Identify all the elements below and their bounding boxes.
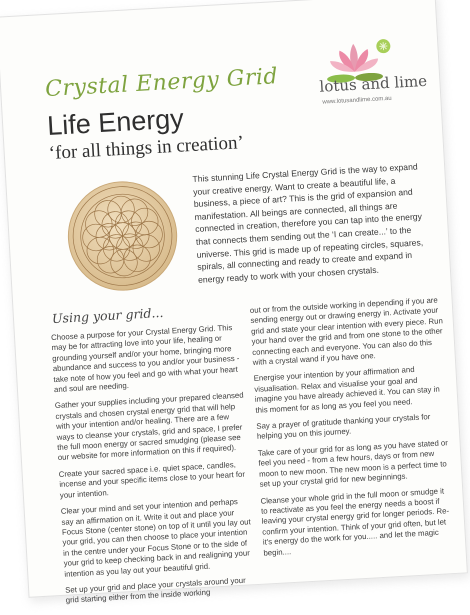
instruction-paragraph: Say a prayer of gratitude thanking your crystals for helping you on this journey. (256, 412, 431, 442)
instruction-paragraph: Choose a purpose for your Crystal Energy Grid. This may be for attracting love into your life, healing or grounding yourself and/or your home, bringing more abundance and success to you and/or your business - take note of how you feel and go with what your heart and soul are needing. (50, 323, 240, 395)
instructions-left-column (51, 323, 256, 613)
instructions-right-column (250, 295, 456, 564)
grid-disc-image (62, 176, 182, 296)
instruction-paragraph: Create your sacred space i.e. quiet space, candles, incense and your specific items close to your heart for your intention. (58, 459, 246, 500)
instructions-heading: Using your grid... (51, 304, 164, 327)
intro-paragraph: This stunning Life Crystal Energy Grid is the way to expand your creative energy. Want to create a beautiful life, a business, a piece of art? This is the grid of expansion and manifestation. All beings are connected, all things are connected in creation, therefore you can tap into the energy that connects them sending out the ‘I can create...’ to the universe. This grid is made up of repeating circles, squares, spirals, all connecting and ready to create and expand in energy ready to work with your chosen crystals. (192, 161, 424, 285)
series-title: Crystal Energy Grid (44, 64, 279, 103)
instruction-paragraph: out or from the outside working in depending if you are sending energy out or drawing energy in. Activate your grid and state your clear intention with every piece. Run your hand over the grid and from one stone to the other connecting each and everyone. You can also do this with a crystal wand if you have one. (249, 295, 444, 367)
brand-name: lotus and lime (319, 71, 428, 96)
instruction-paragraph: Take care of your grid for as long as you have stated or feel you need - from a few hours, days or from new moon to new moon. The new moon is a perfect time to set up your crystal grid for new beginnings. (257, 438, 449, 489)
page-title: Life Energy (46, 103, 185, 142)
instruction-paragraph: Set up your grid and place your crystals around your grid starting either from the inside working (64, 575, 246, 606)
instruction-paragraph: Energise your intention by your affirmation and visualisation. Relax and visualise your goal and imagine you have already achieved it. You can stay in this moment for as long as you feel you need. (253, 365, 440, 415)
instruction-paragraph: Gather your supplies including your prepared cleansed crystals and chosen crystal energy grid that will help with your intention and/or healing. There are a few ways to cleanse your crystals, grid and space, I prefer the full moon energy or sacred smudging (please see our website for more information on this if required). (54, 390, 244, 463)
brand-url: www.lotusandlime.com.au (322, 95, 392, 106)
instruction-paragraph: Cleanse your whole grid in the full moon or smudge it to reactivate as you feel the energy needs a boost if leaving your crystal energy grid for longer periods. Re-confirm your intention. Think of your grid often, but let it's energy do the work for you..... and let the magic begin.... (260, 485, 450, 558)
instruction-paragraph: Clear your mind and set your intention and perhaps say an affirmation on it. Write it out and place your Focus Stone (center stone) on top of it until you lay out your grid, you can then choose to place your intention in the centre under your Focus Stone or to the side of your grid to keep checking back in and realigning your intention as you lay out your beautiful grid. (60, 497, 251, 579)
page-subtitle: ‘for all things in creation’ (48, 132, 245, 164)
